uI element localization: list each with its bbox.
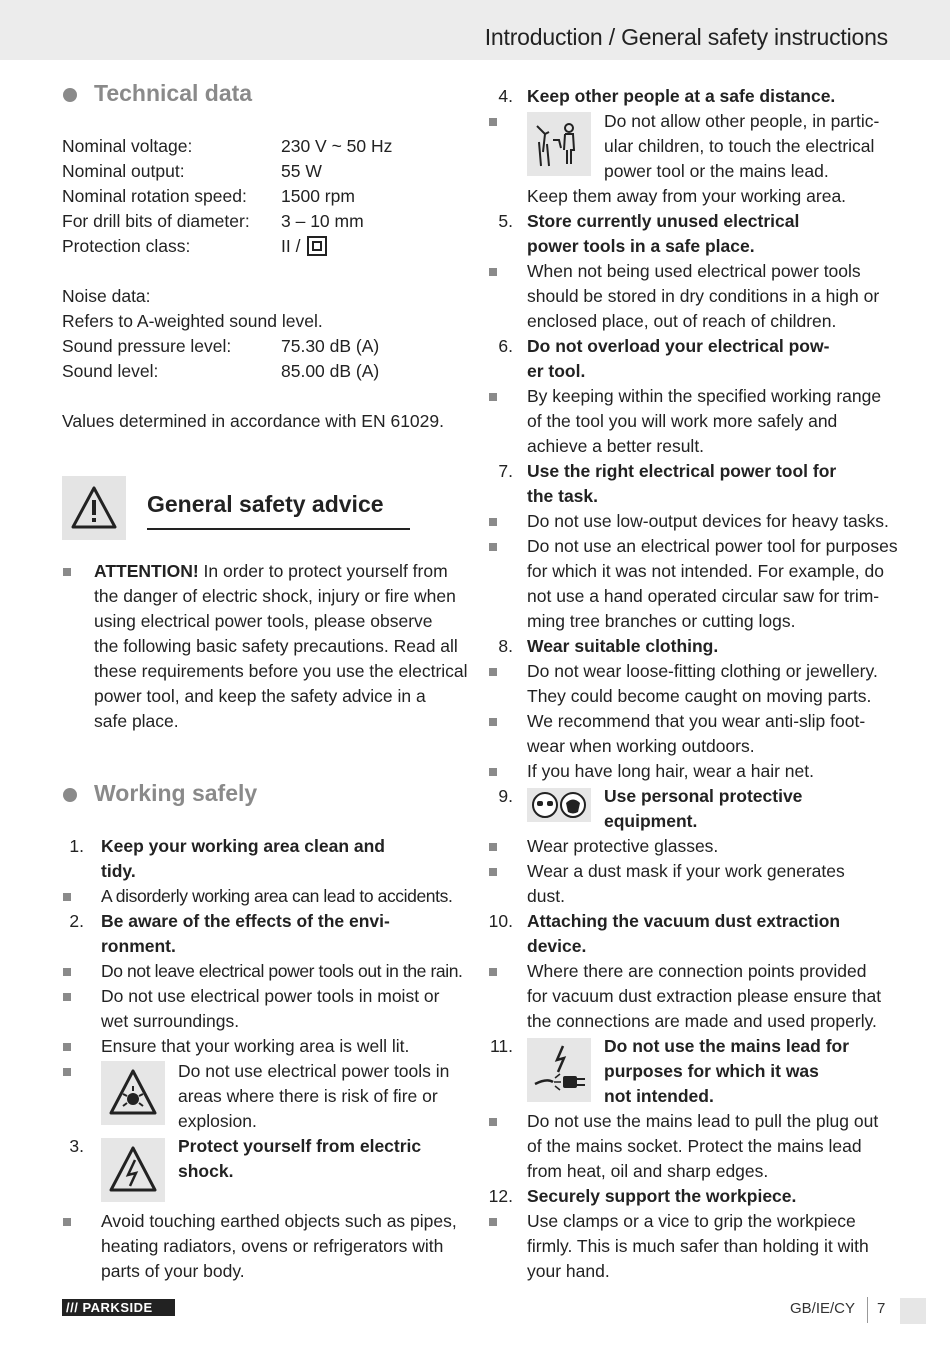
noise-label: Sound level: xyxy=(62,361,159,381)
bullet-text: Where there are connection points provided xyxy=(527,961,867,981)
spec-value: II / xyxy=(281,236,301,256)
bullet-text: Wear a dust mask if your work generates xyxy=(527,861,845,881)
bullet-text: not use a hand operated circular saw for trim- xyxy=(527,586,880,606)
bullet-square-icon xyxy=(63,1068,71,1076)
bullet-square-icon xyxy=(489,393,497,401)
bullet-dot-icon xyxy=(63,88,77,102)
bullet-text: enclosed place, out of reach of children. xyxy=(527,311,837,331)
bullet-square-icon xyxy=(489,1218,497,1226)
noise-data-heading: Noise data: xyxy=(62,286,151,306)
bullet-text: areas where there is risk of fire or xyxy=(178,1086,438,1106)
item-title: Do not overload your electrical pow- xyxy=(527,336,830,356)
heading-underline xyxy=(147,528,410,530)
item-number: 3. xyxy=(69,1136,84,1156)
bullet-text: parts of your body. xyxy=(101,1261,245,1281)
bullet-text: Do not use low-output devices for heavy tasks. xyxy=(527,511,889,531)
bullet-text: achieve a better result. xyxy=(527,436,705,456)
item-title: Keep your working area clean and xyxy=(101,836,385,856)
item-title: Store currently unused electrical xyxy=(527,211,800,231)
item-number: 9. xyxy=(498,786,513,806)
bullet-text: By keeping within the specified working range xyxy=(527,386,882,406)
warning-triangle-icon xyxy=(62,476,126,540)
bullet-square-icon xyxy=(63,893,71,901)
item-title: device. xyxy=(527,936,587,956)
spec-value: 230 V ~ 50 Hz xyxy=(281,136,393,156)
spec-label: Nominal output: xyxy=(62,161,185,181)
bullet-text: wet surroundings. xyxy=(101,1011,240,1031)
item-title: Use personal protective xyxy=(604,786,803,806)
bullet-square-icon xyxy=(489,518,497,526)
item-number: 6. xyxy=(498,336,513,356)
item-title: er tool. xyxy=(527,361,586,381)
item-title: tidy. xyxy=(101,861,136,881)
item-title: Keep other people at a safe distance. xyxy=(527,86,836,106)
attention-text: In order to protect yourself from xyxy=(198,561,448,581)
warning-icon-box xyxy=(62,476,126,540)
bullet-text: for which it was not intended. For example, do xyxy=(527,561,884,581)
working-safely-heading: Working safely xyxy=(94,780,258,806)
children-icon-box xyxy=(527,112,591,176)
attention-line: these requirements before you use the electrical xyxy=(94,661,468,681)
bullet-square-icon xyxy=(489,668,497,676)
item-number: 4. xyxy=(498,86,513,106)
bullet-text: dust. xyxy=(527,886,565,906)
page-number: 7 xyxy=(877,1300,886,1317)
bullet-text: Ensure that your working area is well lit. xyxy=(101,1036,410,1056)
item-title: power tools in a safe place. xyxy=(527,236,755,256)
bullet-square-icon xyxy=(63,568,71,576)
parkside-logo: /// PARKSIDE xyxy=(62,1299,175,1316)
item-number: 12. xyxy=(488,1186,513,1206)
ppe-icon-box xyxy=(527,788,591,822)
footer-divider xyxy=(867,1297,868,1323)
protection-class-ii-icon xyxy=(307,236,327,256)
bullet-square-icon xyxy=(63,1218,71,1226)
bullet-square-icon xyxy=(489,1118,497,1126)
bullet-text: from heat, oil and sharp edges. xyxy=(527,1161,769,1181)
spec-value: 1500 rpm xyxy=(281,186,355,206)
item-number: 7. xyxy=(498,461,513,481)
item-title: shock. xyxy=(178,1161,234,1181)
item-title: Wear suitable clothing. xyxy=(527,636,719,656)
mains-lead-icon-box xyxy=(527,1038,591,1102)
bullet-square-icon xyxy=(489,118,497,126)
bullet-square-icon xyxy=(489,768,497,776)
electric-shock-icon xyxy=(101,1138,165,1202)
bullet-text: Use clamps or a vice to grip the workpiece xyxy=(527,1211,856,1231)
protective-glasses-mask-icon xyxy=(527,788,591,822)
item-title: ronment. xyxy=(101,936,176,956)
bullet-square-icon xyxy=(489,843,497,851)
bullet-text: Do not use electrical power tools in xyxy=(178,1061,450,1081)
general-safety-heading: General safety advice xyxy=(147,491,384,517)
bullet-text: of the tool you will work more safely and xyxy=(527,411,838,431)
bullet-text: of the mains socket. Protect the mains lead xyxy=(527,1136,862,1156)
item-title: Be aware of the effects of the envi- xyxy=(101,911,390,931)
item-title: purposes for which it was xyxy=(604,1061,819,1081)
bullet-text: should be stored in dry conditions in a high or xyxy=(527,286,880,306)
attention-line: power tool, and keep the safety advice in a xyxy=(94,686,426,706)
bullet-text: Avoid touching earthed objects such as pipes, xyxy=(101,1211,457,1231)
noise-value: 75.30 dB (A) xyxy=(281,336,380,356)
bullet-text: Do not leave electrical power tools out in the rain. xyxy=(101,961,463,981)
attention-line: the danger of electric shock, injury or fire when xyxy=(94,586,456,606)
bullet-text: Keep them away from your working area. xyxy=(527,186,847,206)
bullet-text: We recommend that you wear anti-slip foot- xyxy=(527,711,866,731)
bullet-text: power tool or the mains lead. xyxy=(604,161,829,181)
bullet-text: firmly. This is much safer than holding it with xyxy=(527,1236,869,1256)
bullet-square-icon xyxy=(63,968,71,976)
values-note: Values determined in accordance with EN 61029. xyxy=(62,411,444,431)
bullet-text: Do not use the mains lead to pull the plug out xyxy=(527,1111,879,1131)
bullet-text: ming tree branches or cutting logs. xyxy=(527,611,796,631)
item-title: Use the right electrical power tool for xyxy=(527,461,837,481)
attention-label: ATTENTION! xyxy=(94,561,199,581)
item-number: 10. xyxy=(488,911,513,931)
attention-paragraph xyxy=(94,559,448,584)
bullet-square-icon xyxy=(489,268,497,276)
bullet-dot-icon xyxy=(63,788,77,802)
bullet-text: ular children, to touch the electrical xyxy=(604,136,875,156)
technical-data-heading: Technical data xyxy=(94,80,253,106)
bullet-square-icon xyxy=(489,968,497,976)
country-code: GB/IE/CY xyxy=(790,1300,856,1317)
bullet-text: Do not use electrical power tools in moist or xyxy=(101,986,440,1006)
spec-value: 55 W xyxy=(281,161,322,181)
bullet-square-icon xyxy=(489,718,497,726)
item-title: Do not use the mains lead for xyxy=(604,1036,850,1056)
keep-children-away-icon xyxy=(527,112,591,176)
bullet-text: If you have long hair, wear a hair net. xyxy=(527,761,814,781)
bullet-square-icon xyxy=(63,1043,71,1051)
bullet-square-icon xyxy=(489,543,497,551)
bullet-text: your hand. xyxy=(527,1261,610,1281)
item-title: equipment. xyxy=(604,811,698,831)
item-number: 5. xyxy=(498,211,513,231)
bullet-square-icon xyxy=(489,868,497,876)
spec-label: Nominal voltage: xyxy=(62,136,193,156)
item-number: 11. xyxy=(489,1036,513,1056)
noise-reference: Refers to A-weighted sound level. xyxy=(62,311,323,331)
item-number: 8. xyxy=(498,636,513,656)
footer-grey-box xyxy=(900,1298,926,1324)
mains-lead-damage-icon xyxy=(527,1038,591,1102)
bullet-text: Do not allow other people, in partic- xyxy=(604,111,880,131)
item-title: Securely support the workpiece. xyxy=(527,1186,797,1206)
bullet-text: Do not use an electrical power tool for purposes xyxy=(527,536,898,556)
spec-label: For drill bits of diameter: xyxy=(62,211,250,231)
bullet-text: Wear protective glasses. xyxy=(527,836,719,856)
item-title: Attaching the vacuum dust extraction xyxy=(527,911,841,931)
attention-line: safe place. xyxy=(94,711,179,731)
page-header-title: Introduction / General safety instructions xyxy=(484,24,888,50)
electric-shock-icon-box xyxy=(101,1138,165,1202)
bullet-text: the connections are made and used properly. xyxy=(527,1011,877,1031)
item-number: 1. xyxy=(69,836,84,856)
attention-line: using electrical power tools, please observe xyxy=(94,611,433,631)
item-title: Protect yourself from electric xyxy=(178,1136,422,1156)
bullet-text: A disorderly working area can lead to accidents. xyxy=(101,886,453,906)
bullet-text: They could become caught on moving parts. xyxy=(527,686,872,706)
item-title: not intended. xyxy=(604,1086,714,1106)
item-title: the task. xyxy=(527,486,598,506)
spec-label: Nominal rotation speed: xyxy=(62,186,247,206)
spec-label: Protection class: xyxy=(62,236,191,256)
bullet-square-icon xyxy=(63,993,71,1001)
noise-label: Sound pressure level: xyxy=(62,336,232,356)
noise-value: 85.00 dB (A) xyxy=(281,361,380,381)
explosion-icon-box xyxy=(101,1061,165,1125)
bullet-text: for vacuum dust extraction please ensure that xyxy=(527,986,882,1006)
explosion-hazard-icon xyxy=(101,1061,165,1125)
item-number: 2. xyxy=(69,911,84,931)
spec-value: 3 – 10 mm xyxy=(281,211,364,231)
attention-line: the following basic safety precautions. Read all xyxy=(94,636,458,656)
bullet-text: Do not wear loose-fitting clothing or jewellery. xyxy=(527,661,878,681)
bullet-text: explosion. xyxy=(178,1111,257,1131)
bullet-text: When not being used electrical power tools xyxy=(527,261,861,281)
bullet-text: wear when working outdoors. xyxy=(527,736,755,756)
bullet-text: heating radiators, ovens or refrigerators with xyxy=(101,1236,444,1256)
